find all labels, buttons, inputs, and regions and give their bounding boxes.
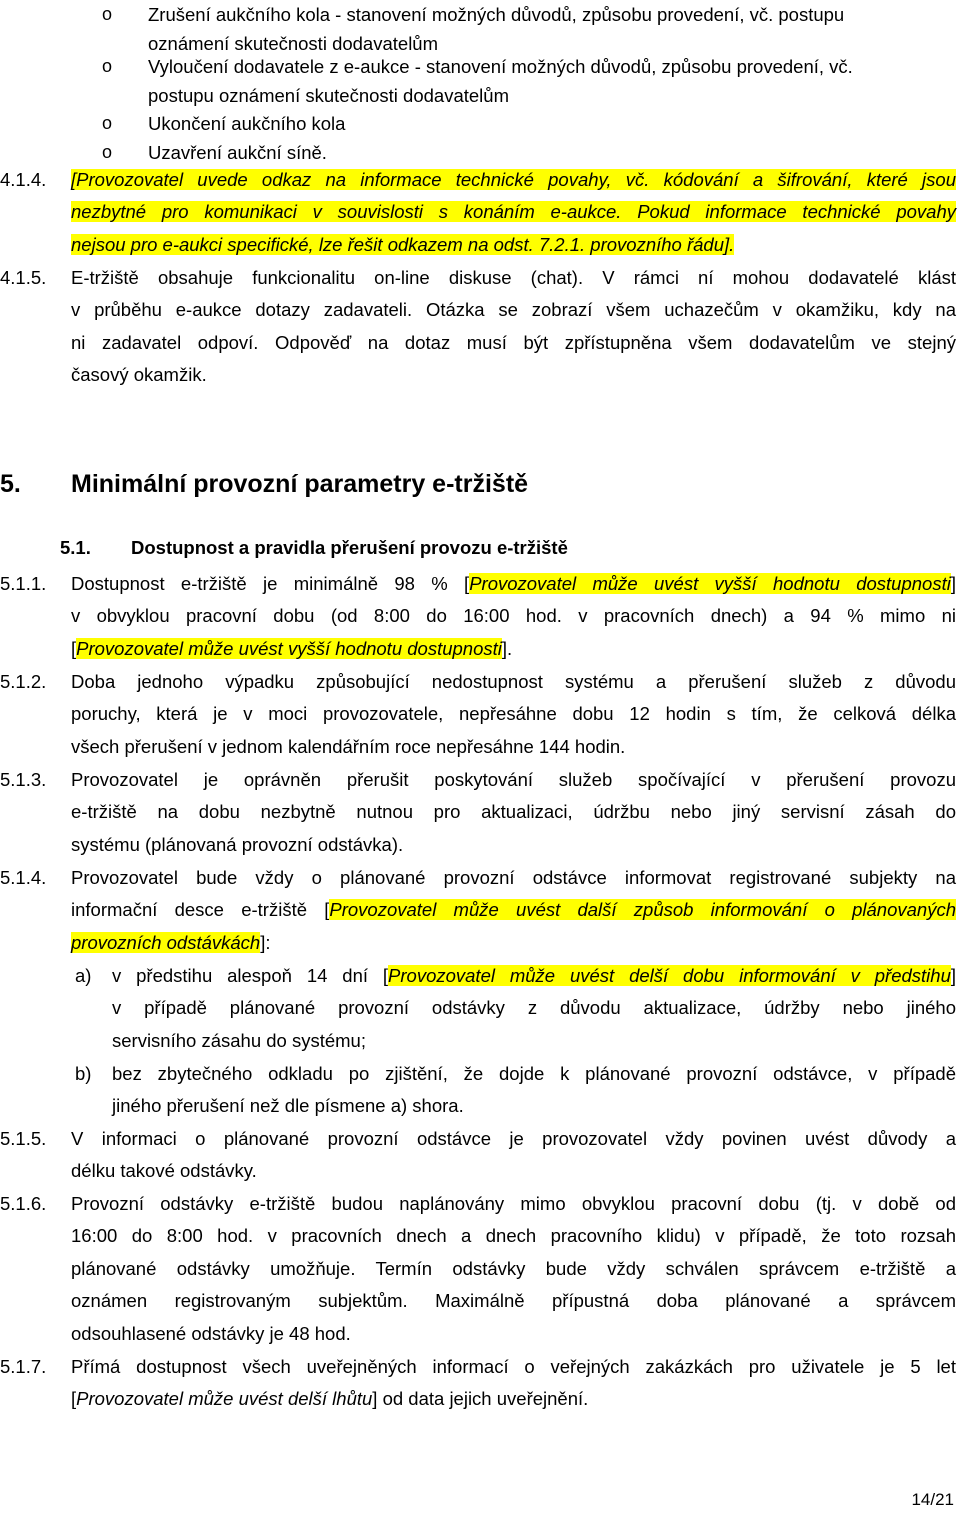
text-line: ni zadavatel odpoví. Odpověď na dotaz musí být zpřístupněna všem dodavatelům ve stejný	[71, 331, 956, 353]
text-run: ]	[950, 573, 956, 594]
highlighted-text: [Provozovatel uvede odkaz na informace technické povahy, vč. kódování a šifrování, které jsou	[71, 169, 956, 190]
text-line: V informaci o plánované provozní odstávce je provozovatel vždy povinen uvést důvody a	[71, 1128, 956, 1149]
text-run: ]:	[260, 931, 271, 953]
text-line: bez zbytečného odkladu po zjištění, že dojde k plánované provozní odstávce, v případě	[112, 1063, 956, 1084]
text-line: Doba jednoho výpadku způsobující nedostupnost systému a přerušení služeb z důvodu	[71, 671, 956, 692]
paragraph-number: 4.1.5.	[0, 267, 47, 288]
paragraph-5-1-5	[71, 1123, 956, 1188]
bullet-line: Zrušení aukčního kola - stanovení možných důvodů, způsobu provedení, vč. postupu	[148, 4, 845, 25]
paragraph-number: 5.1.3.	[0, 769, 47, 790]
paragraph-number: 5.1.7.	[0, 1356, 47, 1377]
text-line: časový okamžik.	[71, 364, 207, 386]
bullet-mark: o	[102, 142, 113, 162]
paragraph-5-1-4	[71, 862, 956, 959]
highlighted-text: nejsou pro e-aukci specifické, lze řešit odkazem na odst. 7.2.1. provozního řádu].	[71, 233, 735, 255]
text-line: odsouhlasené odstávky je 48 hod.	[71, 1322, 351, 1344]
paragraph-4-1-5	[71, 262, 956, 392]
paragraph-number: 5.1.4.	[0, 867, 47, 888]
list-item-a	[112, 960, 956, 1057]
text-line: Provozní odstávky e-tržiště budou naplánovány mimo obvyklou pracovní dobu (tj. v době od	[71, 1193, 956, 1214]
text-line: délku takové odstávky.	[71, 1160, 257, 1182]
list-item-b	[112, 1058, 956, 1123]
section-title: Minimální provozní parametry e-tržiště	[71, 470, 529, 498]
text-line: Přímá dostupnost všech uveřejněných informací o veřejných zakázkách pro uživatele je 5 let	[71, 1356, 956, 1377]
paragraph-5-1-2	[71, 666, 956, 763]
text-line: systému (plánovaná provozní odstávka).	[71, 833, 404, 855]
bullet-line: Uzavření aukční síně.	[148, 142, 327, 163]
highlighted-text: nezbytné pro komunikaci v souvislosti s konáním e-aukce. Pokud informace technické povahy	[71, 201, 956, 223]
text-line: v obvyklou pracovní dobu (od 8:00 do 16:00 hod. v pracovních dnech) a 94 % mimo ni	[71, 605, 956, 627]
text-run: [	[71, 1388, 77, 1410]
page-number: 14/21	[911, 1490, 954, 1509]
list-label: a)	[75, 965, 92, 986]
text-line: poruchy, která je v moci provozovatele, nepřesáhne dobu 12 hodin s tím, že celková délka	[71, 703, 956, 725]
bullet-mark: o	[102, 56, 113, 76]
text-run: v předstihu alespoň 14 dní [	[112, 965, 389, 986]
bullet-line: Ukončení aukčního kola	[148, 113, 346, 134]
paragraph-number: 5.1.1.	[0, 573, 47, 594]
highlighted-text: Provozovatel může uvést delší dobu informování v předstihu	[388, 965, 951, 986]
highlighted-text: Provozovatel může uvést další způsob informování o plánovaných	[329, 899, 956, 921]
paragraph-number: 5.1.6.	[0, 1193, 47, 1214]
paragraph-5-1-6	[71, 1188, 956, 1350]
text-line: servisního zásahu do systému;	[112, 1029, 366, 1051]
text-line: 16:00 do 8:00 hod. v pracovních dnech a dnech pracovního klidu) v případě, že toto rozsah	[71, 1225, 956, 1247]
section-number: 5.	[0, 470, 21, 498]
text-line: všech přerušení v jednom kalendářním roce nepřesáhne 144 hodin.	[71, 735, 626, 757]
highlighted-text: Provozovatel může uvést vyšší hodnotu dostupnosti	[469, 573, 951, 594]
section-heading	[0, 470, 528, 499]
text-line: plánované odstávky umožňuje. Termín odstávky bude vždy schválen správcem e-tržiště a	[71, 1257, 956, 1279]
paragraph-number: 5.1.2.	[0, 671, 47, 692]
text-line: jiného přerušení než dle písmene a) shora.	[112, 1095, 464, 1117]
bullet-mark: o	[102, 113, 113, 133]
list-label: b)	[75, 1063, 92, 1084]
paragraph-4-1-4	[71, 164, 956, 261]
bullet-mark: o	[102, 4, 113, 24]
text-run: ]	[950, 965, 957, 986]
paragraph-5-1-1	[71, 568, 956, 665]
bullet-line: Vyloučení dodavatele z e-aukce - stanovení možných důvodů, způsobu provedení, vč.	[148, 56, 853, 77]
paragraph-number: 4.1.4.	[0, 169, 47, 190]
highlighted-text: Provozovatel může uvést vyšší hodnotu dostupnosti	[76, 637, 502, 659]
subsection-title: Dostupnost a pravidla přerušení provozu e-tržiště	[131, 537, 568, 558]
text-line: e-tržiště na dobu nezbytně nutnou pro aktualizaci, údržbu nebo jiný servisní zásah do	[71, 801, 956, 823]
text-line: oznámen registrovaným subjektům. Maximálně přípustná doba plánované a správcem	[71, 1290, 956, 1312]
subsection-heading	[60, 537, 568, 559]
text-line: v průběhu e-aukce dotazy zadavateli. Otázka se zobrazí všem uchazečům v okamžiku, kdy na	[71, 299, 956, 321]
italic-text: Provozovatel může uvést delší lhůtu	[76, 1388, 373, 1410]
highlighted-text: provozních odstávkách	[71, 931, 261, 953]
text-run: informační desce e-tržiště [	[71, 899, 330, 921]
text-run: ].	[501, 637, 513, 659]
text-run: ] od data jejich uveřejnění.	[372, 1388, 589, 1410]
paragraph-number: 5.1.5.	[0, 1128, 47, 1149]
subsection-number: 5.1.	[60, 537, 91, 558]
text-line: E-tržiště obsahuje funkcionalitu on-line diskuse (chat). V rámci ní mohou dodavatelé klást	[71, 267, 956, 288]
paragraph-5-1-7	[71, 1351, 956, 1416]
text-line: Provozovatel je oprávněn přerušit poskytování služeb spočívající v přerušení provozu	[71, 769, 956, 790]
paragraph-5-1-3	[71, 764, 956, 861]
bullet-line: oznámení skutečnosti dodavatelům	[148, 33, 439, 54]
bullet-line: postupu oznámení skutečnosti dodavatelům	[148, 85, 509, 106]
text-run: [	[71, 637, 77, 659]
text-run: Dostupnost e-tržiště je minimálně 98 % [	[71, 573, 470, 594]
text-line: Provozovatel bude vždy o plánované provozní odstávce informovat registrované subjekty na	[71, 867, 956, 888]
text-line: v případě plánované provozní odstávky z důvodu aktualizace, údržby nebo jiného	[112, 997, 956, 1019]
